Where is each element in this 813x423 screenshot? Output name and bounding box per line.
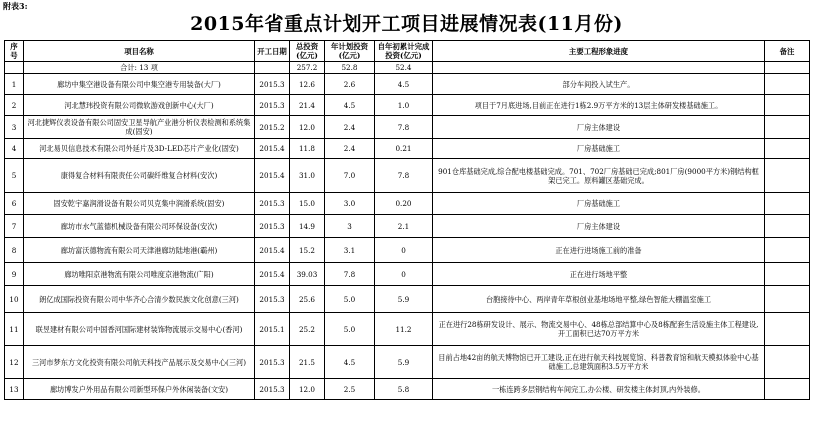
col-header-start: 开工日期 [255,41,290,62]
cell-no: 2 [5,95,24,116]
cell-name: 康得复合材料有限责任公司碳纤维复合材料(安次) [24,159,255,193]
summary-total: 257.2 [290,62,325,74]
table-row [5,139,810,159]
cell-no: 1 [5,74,24,95]
table-row [5,286,810,313]
cell-name: 廊坊唯阳京港物流有限公司唯度京港物流(广阳) [24,263,255,286]
cell-name: 河北易贝信息技术有限公司外延片及3D-LED芯片产业化(固安) [24,139,255,159]
cell-plan: 4.5 [325,346,375,379]
cell-remark [765,159,810,193]
cell-remark [765,263,810,286]
cell-progress: 正在进行28栋研发设计、展示、物流交易中心、48栋总部结算中心及8栋配套生活设施主体工程建设,开工面积已达70万平方米 [433,313,765,346]
table-row [5,159,810,193]
cell-no: 4 [5,139,24,159]
cell-start: 2015.3 [255,193,290,215]
cell-total: 21.4 [290,95,325,116]
table-row [5,313,810,346]
cell-plan: 2.6 [325,74,375,95]
cell-remark [765,95,810,116]
cell-plan: 2.5 [325,379,375,400]
summary-row [5,62,810,74]
cell-start: 2015.3 [255,95,290,116]
cell-start: 2015.4 [255,263,290,286]
table-row [5,238,810,263]
cell-done: 5.9 [375,286,433,313]
table-row [5,116,810,139]
cell-done: 5.9 [375,346,433,379]
cell-progress: 901仓库基础完成,综合配电楼基础完成。701、702厂房基础已完成;801厂房(9000平方米)钢结构框架已完工。原料罐区基础完成。 [433,159,765,193]
table-row [5,215,810,238]
progress-table [4,40,810,400]
col-header-progress: 主要工程形象进度 [433,41,765,62]
cell-done: 0 [375,263,433,286]
cell-done: 5.8 [375,379,433,400]
cell-no: 11 [5,313,24,346]
cell-start: 2015.3 [255,74,290,95]
table-row [5,263,810,286]
cell-progress: 厂房基础施工 [433,139,765,159]
cell-total: 15.2 [290,238,325,263]
table-body [5,74,810,400]
cell-total: 25.2 [290,313,325,346]
cell-remark [765,215,810,238]
cell-name: 廊坊中集空港设备有限公司中集空港专用装备(大厂) [24,74,255,95]
cell-progress: 正在进行场地平整 [433,263,765,286]
cell-no: 5 [5,159,24,193]
summary-start [255,62,290,74]
cell-name: 廊坊博发户外用品有限公司新型环保户外休闲装备(文安) [24,379,255,400]
cell-plan: 2.4 [325,139,375,159]
cell-progress: 厂房主体建设 [433,215,765,238]
cell-done: 0.21 [375,139,433,159]
cell-remark [765,346,810,379]
cell-total: 12.0 [290,116,325,139]
cell-no: 12 [5,346,24,379]
col-header-done: 自年初累计完成投资(亿元) [375,41,433,62]
cell-done: 0.20 [375,193,433,215]
cell-remark [765,74,810,95]
cell-name: 三河市梦东方文化投资有限公司航天科技产品展示及交易中心(三河) [24,346,255,379]
cell-plan: 5.0 [325,286,375,313]
cell-start: 2015.1 [255,313,290,346]
cell-total: 14.9 [290,215,325,238]
cell-remark [765,286,810,313]
table-row [5,346,810,379]
cell-done: 0 [375,238,433,263]
cell-start: 2015.3 [255,286,290,313]
cell-start: 2015.4 [255,159,290,193]
cell-name: 固安乾宇嘉润滑设备有限公司贝克集中润滑系统(固安) [24,193,255,215]
cell-name: 廊坊市水气蓝德机械设备有限公司环保设备(安次) [24,215,255,238]
cell-done: 4.5 [375,74,433,95]
table-row [5,193,810,215]
cell-progress: 目前占地42亩的航天博物馆已开工建设,正在进行航天科技展览馆、科普教育馆和航天模拟体验中心基础施工,总建筑面积3.5万平方米 [433,346,765,379]
cell-progress: 厂房基础施工 [433,193,765,215]
cell-start: 2015.2 [255,116,290,139]
cell-total: 39.03 [290,263,325,286]
summary-done: 52.4 [375,62,433,74]
col-header-plan: 年计划投资(亿元) [325,41,375,62]
cell-no: 7 [5,215,24,238]
cell-name: 廊坊富沃德物流有限公司天津港廊坊陆地港(霸州) [24,238,255,263]
cell-name: 河北慧玮投资有限公司微软游戏创新中心(大厂) [24,95,255,116]
cell-start: 2015.4 [255,238,290,263]
cell-plan: 3 [325,215,375,238]
cell-remark [765,139,810,159]
cell-total: 15.0 [290,193,325,215]
cell-done: 7.8 [375,159,433,193]
col-header-total: 总投资(亿元) [290,41,325,62]
cell-done: 11.2 [375,313,433,346]
col-header-name: 项目名称 [24,41,255,62]
cell-total: 31.0 [290,159,325,193]
cell-plan: 2.4 [325,116,375,139]
page-title: 2015年省重点计划开工项目进展情况表(11月份) [190,13,623,35]
cell-total: 11.8 [290,139,325,159]
cell-remark [765,116,810,139]
cell-done: 1.0 [375,95,433,116]
cell-name: 联昱建材有限公司中国香河国际建材装饰物流展示交易中心(香河) [24,313,255,346]
cell-no: 8 [5,238,24,263]
cell-remark [765,313,810,346]
cell-start: 2015.3 [255,215,290,238]
cell-total: 12.6 [290,74,325,95]
cell-progress: 台胞接待中心、两岸青年草根创业基地场地平整,绿色智能大棚温室施工 [433,286,765,313]
cell-progress: 项目于7月底进场,目前正在进行1栋2.9万平方米的13层主体研发楼基础施工。 [433,95,765,116]
cell-plan: 3.0 [325,193,375,215]
cell-plan: 7.0 [325,159,375,193]
cell-remark [765,379,810,400]
col-header-remark: 备注 [765,41,810,62]
cell-name: 河北捷辉仪表设备有限公司固安卫星导航产业港分析仪表检测和系统集成(固安) [24,116,255,139]
cell-start: 2015.4 [255,139,290,159]
cell-remark [765,193,810,215]
col-header-no: 序号 [5,41,24,62]
cell-no: 10 [5,286,24,313]
cell-no: 3 [5,116,24,139]
cell-remark [765,238,810,263]
table-row [5,379,810,400]
table-row [5,95,810,116]
cell-plan: 3.1 [325,238,375,263]
cell-no: 9 [5,263,24,286]
table-header-row [5,41,810,62]
cell-no: 6 [5,193,24,215]
summary-progress [433,62,765,74]
appendix-note: 附表3: [3,1,28,11]
cell-plan: 7.8 [325,263,375,286]
cell-done: 2.1 [375,215,433,238]
summary-label: 合计: 13 项 [24,62,255,74]
cell-no: 13 [5,379,24,400]
cell-total: 25.6 [290,286,325,313]
table-row [5,74,810,95]
cell-start: 2015.3 [255,379,290,400]
cell-name: 朗亿成国际投资有限公司中华齐心合清少数民族文化创意(三河) [24,286,255,313]
summary-plan: 52.8 [325,62,375,74]
cell-plan: 5.0 [325,313,375,346]
cell-progress: 部分车间投入试生产。 [433,74,765,95]
cell-progress: 厂房主体建设 [433,116,765,139]
cell-plan: 4.5 [325,95,375,116]
cell-total: 12.0 [290,379,325,400]
cell-done: 7.8 [375,116,433,139]
summary-no [5,62,24,74]
cell-total: 21.5 [290,346,325,379]
cell-progress: 一栋连跨多层钢结构车间完工,办公楼、研发楼主体封顶,内外装修。 [433,379,765,400]
cell-start: 2015.3 [255,346,290,379]
cell-progress: 正在进行进场施工前的准备 [433,238,765,263]
summary-remark [765,62,810,74]
